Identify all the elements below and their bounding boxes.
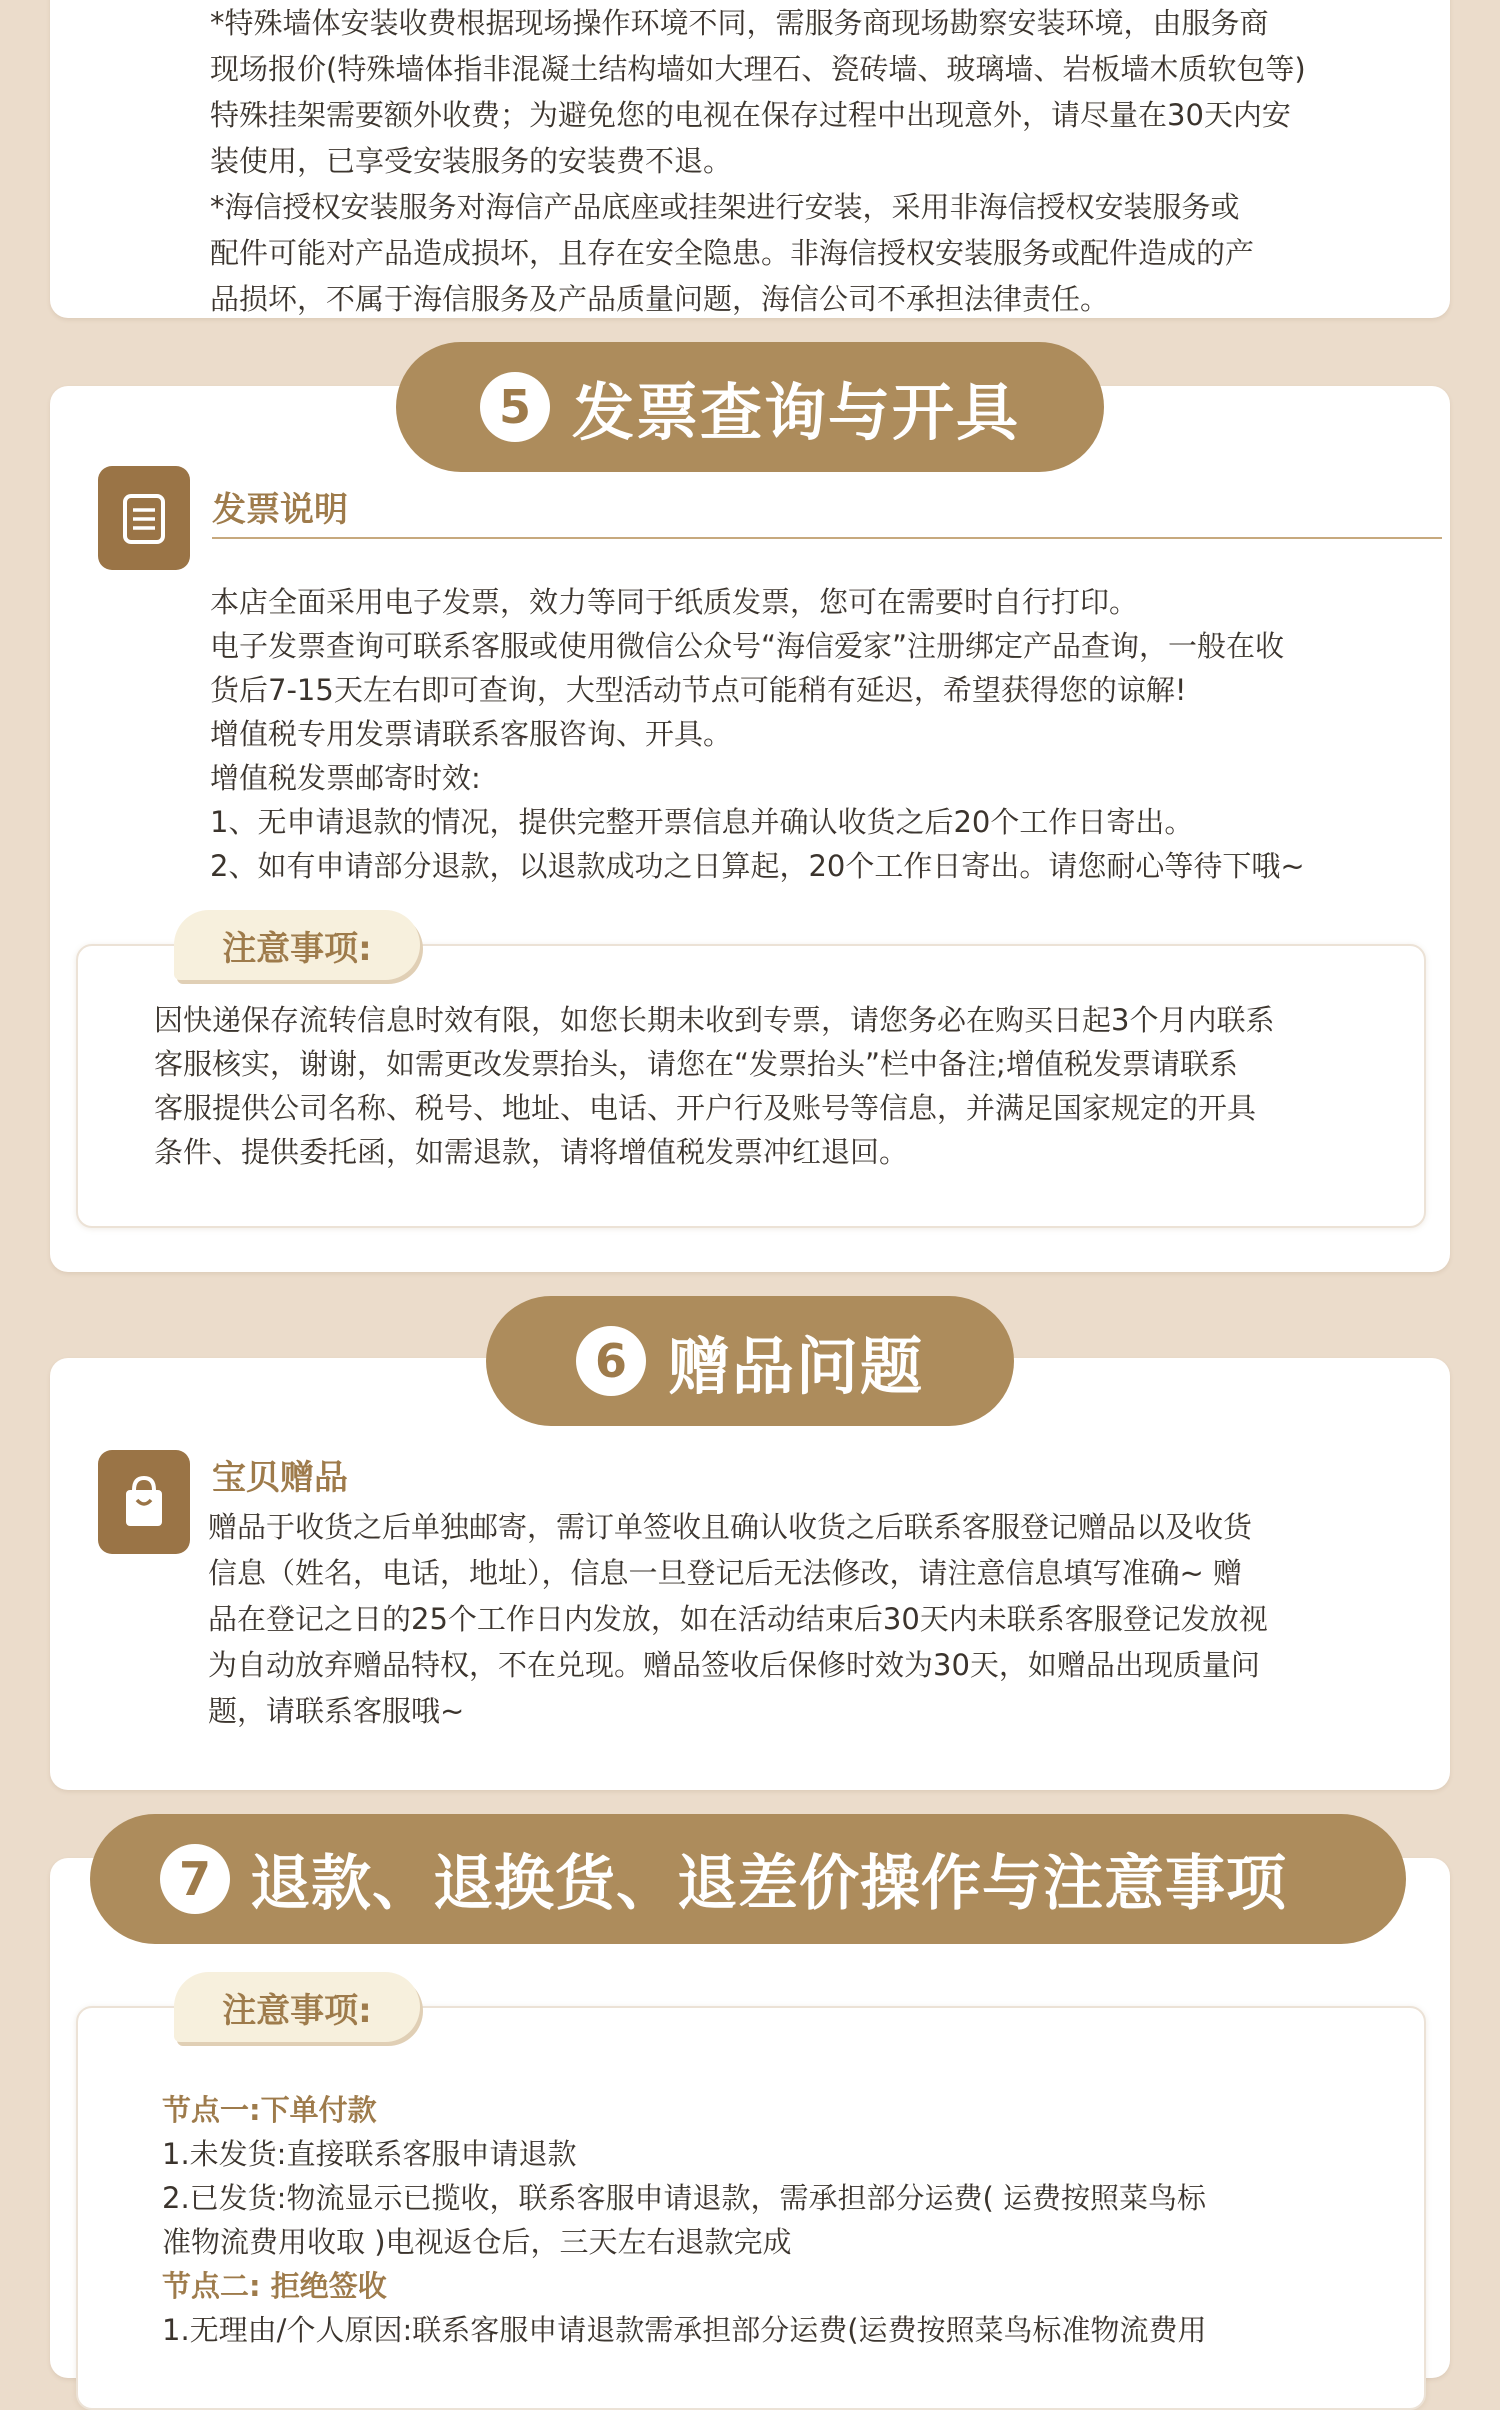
refund-notice-label: 注意事项: bbox=[174, 1972, 420, 2042]
invoice-line: 货后7-15天左右即可查询，大型活动节点可能稍有延迟，希望获得您的谅解! bbox=[210, 673, 1187, 707]
invoice-divider bbox=[212, 537, 1442, 539]
invoice-line: 电子发票查询可联系客服或使用微信公众号“海信爱家”注册绑定产品查询，一般在收 bbox=[210, 629, 1285, 663]
invoice-subtitle: 发票说明 bbox=[212, 490, 348, 530]
section-7-header bbox=[90, 1814, 1406, 1944]
install-line: 特殊挂架需要额外收费；为避免您的电视在保存过程中出现意外，请尽量在30天内安 bbox=[210, 98, 1291, 132]
gift-line: 品在登记之日的25个工作日内发放，如在活动结束后30天内未联系客服登记发放视 bbox=[208, 1602, 1268, 1636]
gift-line: 信息（姓名，电话，地址），信息一旦登记后无法修改，请注意信息填写准确~ 赠 bbox=[208, 1556, 1243, 1590]
section-number-badge: 5 bbox=[480, 372, 550, 442]
invoice-line: 1、无申请退款的情况，提供完整开票信息并确认收货之后20个工作日寄出。 bbox=[210, 805, 1194, 839]
section-number-badge: 7 bbox=[160, 1844, 230, 1914]
install-line: 品损坏，不属于海信服务及产品质量问题，海信公司不承担法律责任。 bbox=[210, 282, 1110, 316]
gift-line: 题，请联系客服哦~ bbox=[208, 1694, 465, 1728]
document-icon bbox=[98, 466, 190, 570]
install-line: *特殊墙体安装收费根据现场操作环境不同，需服务商现场勘察安装环境，由服务商 bbox=[210, 6, 1269, 40]
invoice-line: 2、如有申请部分退款，以退款成功之日算起，20个工作日寄出。请您耐心等待下哦~ bbox=[210, 849, 1305, 883]
invoice-notice-text bbox=[154, 998, 1404, 1174]
install-line: 配件可能对产品造成损坏，且存在安全隐患。非海信授权安装服务或配件造成的产 bbox=[210, 236, 1255, 270]
node-one-line: 准物流费用收取 )电视返仓后，三天左右退款完成 bbox=[162, 2225, 792, 2259]
section-5-header bbox=[396, 342, 1104, 472]
gift-line: 赠品于收货之后单独邮寄，需订单签收且确认收货之后联系客服登记赠品以及收货 bbox=[208, 1510, 1253, 1544]
invoice-line: 增值税发票邮寄时效: bbox=[210, 761, 481, 795]
install-line: 现场报价(特殊墙体指非混凝土结构墙如大理石、瓷砖墙、玻璃墙、岩板墙木质软包等) bbox=[210, 52, 1306, 86]
install-notes-card bbox=[50, 0, 1450, 318]
section-number-badge: 6 bbox=[576, 1326, 646, 1396]
invoice-line: 增值税专用发票请联系客服咨询、开具。 bbox=[210, 717, 733, 751]
invoice-text bbox=[210, 580, 1440, 888]
notice-line: 因快递保存流转信息时效有限，如您长期未收到专票，请您务必在购买日起3个月内联系 bbox=[154, 1003, 1275, 1037]
refund-notice-text bbox=[162, 2088, 1412, 2352]
section-title: 退款、退换货、退差价操作与注意事项 bbox=[250, 1849, 1287, 1919]
install-line: 装使用，已享受安装服务的安装费不退。 bbox=[210, 144, 733, 178]
node-two-line: 1.无理由/个人原因:联系客服申请退款需承担部分运费(运费按照菜鸟标准物流费用 bbox=[162, 2313, 1207, 2347]
section-title: 赠品问题 bbox=[667, 1329, 924, 1403]
node-one-line: 2.已发货:物流显示已揽收，联系客服申请退款，需承担部分运费( 运费按照菜鸟标 bbox=[162, 2181, 1206, 2215]
section-6-header bbox=[486, 1296, 1014, 1426]
install-notes-text bbox=[210, 0, 1440, 322]
notice-line: 客服提供公司名称、税号、地址、电话、开户行及账号等信息，并满足国家规定的开具 bbox=[154, 1091, 1257, 1125]
invoice-notice-box bbox=[76, 944, 1426, 1228]
notice-line: 客服核实，谢谢，如需更改发票抬头，请您在“发票抬头”栏中备注;增值税发票请联系 bbox=[154, 1047, 1238, 1081]
node-one-line: 1.未发货:直接联系客服申请退款 bbox=[162, 2137, 577, 2171]
section-title: 发票查询与开具 bbox=[571, 375, 1020, 449]
node-two-title: 节点二: 拒绝签收 bbox=[162, 2269, 387, 2303]
invoice-card bbox=[50, 386, 1450, 1272]
invoice-notice-label: 注意事项: bbox=[174, 910, 420, 980]
shopping-bag-icon bbox=[98, 1450, 190, 1554]
gift-line: 为自动放弃赠品特权，不在兑现。赠品签收后保修时效为30天，如赠品出现质量问 bbox=[208, 1648, 1260, 1682]
gift-subtitle: 宝贝赠品 bbox=[212, 1458, 348, 1498]
gift-text bbox=[208, 1504, 1444, 1734]
invoice-line: 本店全面采用电子发票，效力等同于纸质发票，您可在需要时自行打印。 bbox=[210, 585, 1139, 619]
node-one-title: 节点一:下单付款 bbox=[162, 2093, 377, 2127]
refund-notice-box bbox=[76, 2006, 1426, 2410]
install-line: *海信授权安装服务对海信产品底座或挂架进行安装，采用非海信授权安装服务或 bbox=[210, 190, 1240, 224]
notice-line: 条件、提供委托函，如需退款，请将增值税发票冲红退回。 bbox=[154, 1135, 909, 1169]
